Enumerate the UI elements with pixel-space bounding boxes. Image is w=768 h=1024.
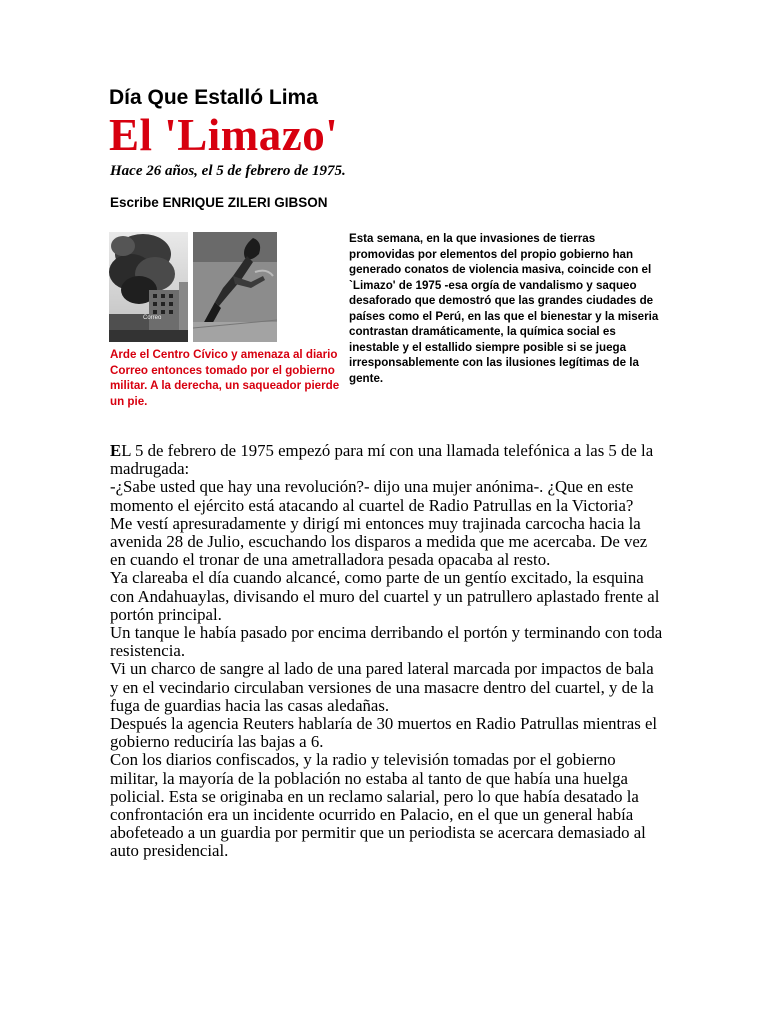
kicker: Día Que Estalló Lima: [109, 86, 318, 109]
byline: Escribe ENRIQUE ZILERI GIBSON: [110, 195, 328, 210]
subtitle: Hace 26 años, el 5 de febrero de 1975.: [110, 163, 346, 179]
looter-photo: [193, 232, 277, 342]
article-paragraph-3: Me vestí apresuradamente y dirigí mi entonces muy trajinada carcocha hacia la avenida 28 de Julio, escuchando los disparos a medida que me acercaba. De vez en cuando el tronar de una ametralladora pesada opacaba al resto.: [110, 513, 648, 570]
burning-building-image: [109, 232, 188, 342]
looter-image: [193, 232, 277, 342]
article-paragraph-4: Ya clareaba el día cuando alcancé, como parte de un gentío excitado, la esquina con Andahuaylas, divisando el muro del cuartel y un patrullero aplastado frente al portón principal.: [110, 568, 660, 624]
correo-sign: Correo: [143, 315, 162, 321]
photo-caption: Arde el Centro Cívico y amenaza al diario Correo entonces tomado por el gobierno militar. A la derecha, un saqueador pierde un pie.: [110, 348, 340, 408]
article-body: [110, 442, 665, 861]
burning-building-photo: [109, 232, 188, 342]
article-paragraph-8: Con los diarios confiscados, y la radio y televisión tomadas por el gobierno militar, la mayoría de la población no estaba al tanto de que había una huelga policial. Esta se originaba en un reclamo salarial, pero lo que había desatado la confrontación era un incidente ocurrido en Palacio, en el que un general había abofeteado a un guardia por permitir que un periodista se acercara demasiado al auto presidencial.: [110, 750, 646, 861]
article-paragraph-1: [110, 442, 665, 478]
article-paragraph-7: Después la agencia Reuters hablaría de 30 muertos en Radio Patrullas mientras el gobierno reduciría las bajas a 6.: [110, 714, 658, 752]
intro-paragraph: Esta semana, en la que invasiones de tierras promovidas por elementos del propio gobierno han generado conatos de violencia masiva, coincide con el `Limazo' de 1975 -esa orgía de vandalismo y saqueo desaforado que demostró que las grandes ciudades de países como el Perú, en las que el bienestar y la miseria contrastan dramáticamente, la química social es inestable y el estallido siempre posible si se juega irresponsablemente con las ilusiones legítimas de la gente.: [349, 232, 659, 385]
paragraph-text: L 5 de febrero de 1975 empezó para mí con una llamada telefónica a las 5 de la madrugada:: [110, 441, 654, 479]
article-paragraph-2: -¿Sabe usted que hay una revolución?- dijo una mujer anónima-. ¿Que en este momento el ejército está atacando al cuartel de Radio Patrullas en la Victoria?: [110, 477, 634, 515]
drop-letter: E: [110, 441, 122, 460]
page-title: El 'Limazo': [109, 110, 339, 160]
article-paragraph-6: Vi un charco de sangre al lado de una pared lateral marcada por impactos de bala y en el vecindario circulaban versiones de una masacre dentro del cuartel, y de la fuga de guardias hacia las casas aledañas.: [110, 659, 654, 715]
article-paragraph-5: Un tanque le había pasado por encima derribando el portón y terminando con toda resistencia.: [110, 623, 663, 661]
